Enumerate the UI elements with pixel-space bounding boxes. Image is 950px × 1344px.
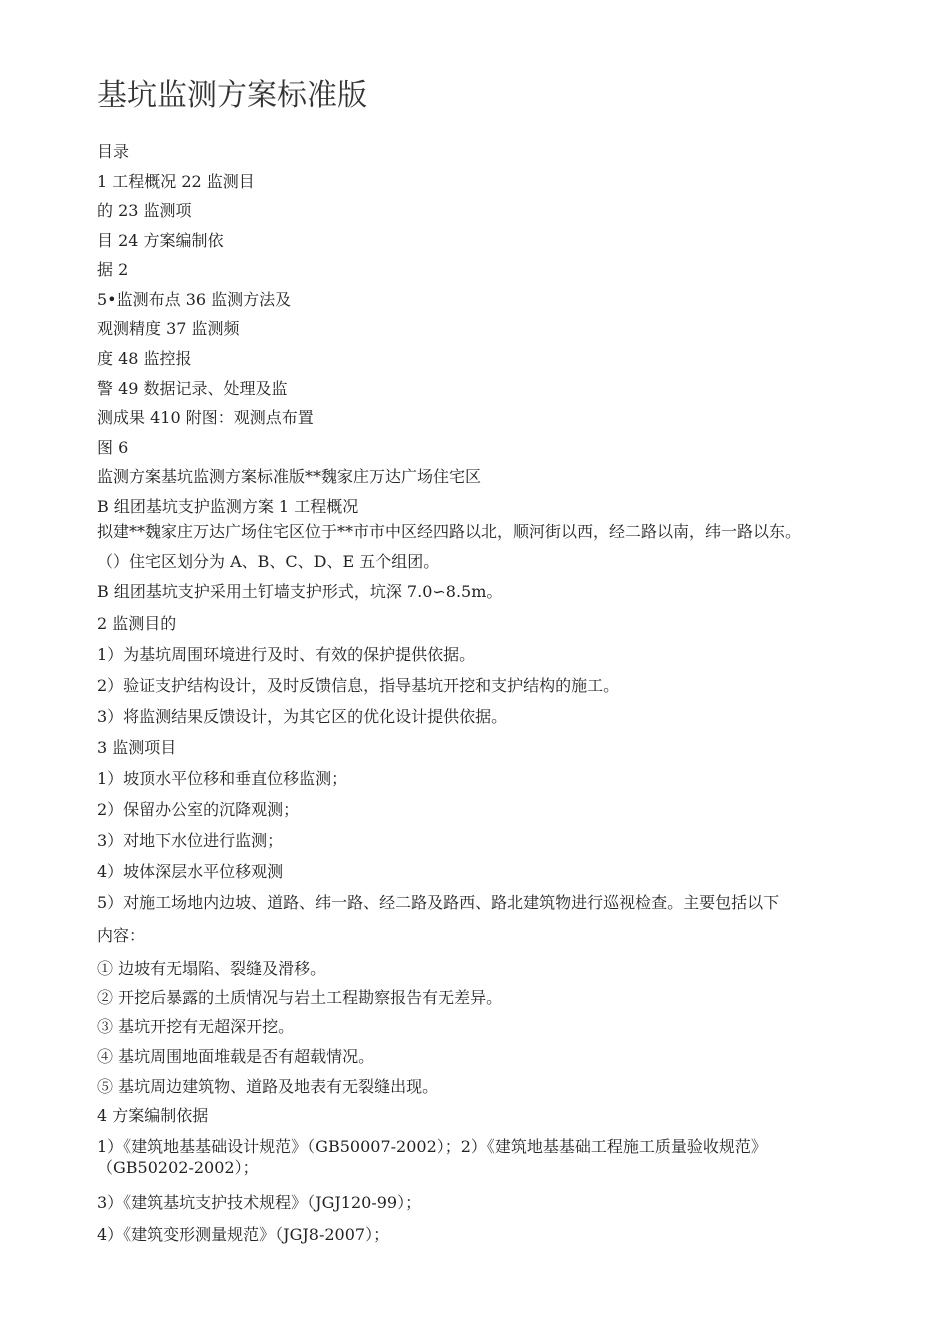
section-heading: 3 监测项目 — [97, 738, 177, 757]
section-item: 内容： — [97, 926, 146, 945]
toc-line: 图 6 — [97, 438, 129, 457]
document-title: 基坑监测方案标准版 — [97, 78, 367, 113]
inspection-item: ② 开挖后暴露的土质情况与岩土工程勘察报告有无差异。 — [97, 988, 503, 1007]
overview-line: B 组团基坑支护采用土钉墙支护形式，坑深 7.0∽8.5m。 — [97, 582, 503, 601]
section-item: 3）将监测结果反馈设计，为其它区的优化设计提供依据。 — [97, 707, 508, 726]
toc-line: 1 工程概况 22 监测目 — [97, 172, 255, 191]
section-item: 5）对施工场地内边坡、道路、纬一路、经二路及路西、路北建筑物进行巡视检查。主要包括以下 — [97, 893, 780, 912]
section-item: 3）对地下水位进行监测； — [97, 831, 284, 850]
inspection-item: ③ 基坑开挖有无超深开挖。 — [97, 1017, 295, 1036]
inspection-item: ⑤ 基坑周边建筑物、道路及地表有无裂缝出现。 — [97, 1077, 439, 1096]
section-item: 1）坡顶水平位移和垂直位移监测； — [97, 769, 348, 788]
inspection-item: ① 边坡有无塌陷、裂缝及滑移。 — [97, 959, 327, 978]
toc-line: 5•监测布点 36 监测方法及 — [97, 290, 292, 309]
reference-item: 1）《建筑地基基础设计规范》（GB50007-2002）；2）《建筑地基基础工程施工质量验收规范》 — [97, 1137, 767, 1156]
toc-line: 目录 — [97, 142, 130, 161]
section-item: 2）验证支护结构设计，及时反馈信息，指导基坑开挖和支护结构的施工。 — [97, 676, 620, 695]
toc-line: 测成果 410 附图：观测点布置 — [97, 408, 314, 427]
toc-line: 度 48 监控报 — [97, 349, 192, 368]
section-heading: 4 方案编制依据 — [97, 1106, 209, 1125]
toc-line: 据 2 — [97, 260, 129, 279]
toc-line: 监测方案基坑监测方案标准版**魏家庄万达广场住宅区 — [97, 467, 482, 486]
toc-line: 目 24 方案编制依 — [97, 231, 224, 250]
reference-item: （GB50202-2002）； — [97, 1158, 259, 1177]
toc-line: 观测精度 37 监测频 — [97, 319, 240, 338]
inspection-item: ④ 基坑周围地面堆载是否有超载情况。 — [97, 1047, 375, 1066]
toc-line: B 组团基坑支护监测方案 1 工程概况 — [97, 497, 359, 516]
section-item: 4）坡体深层水平位移观测 — [97, 862, 284, 881]
section-item: 1）为基坑周围环境进行及时、有效的保护提供依据。 — [97, 645, 476, 664]
overview-line: 拟建**魏家庄万达广场住宅区位于**市市中区经四路以北，顺河街以西，经二路以南，纬一路以东。 — [97, 522, 802, 541]
overview-line: （）住宅区划分为 A、B、C、D、E 五个组团。 — [97, 552, 440, 571]
reference-item: 4）《建筑变形测量规范》（JGJ8-2007）； — [97, 1225, 390, 1244]
toc-line: 警 49 数据记录、处理及监 — [97, 379, 288, 398]
section-heading: 2 监测目的 — [97, 614, 177, 633]
toc-line: 的 23 监测项 — [97, 201, 192, 220]
section-item: 2）保留办公室的沉降观测； — [97, 800, 300, 819]
reference-item: 3）《建筑基坑支护技术规程》（JGJ120-99）； — [97, 1193, 422, 1212]
